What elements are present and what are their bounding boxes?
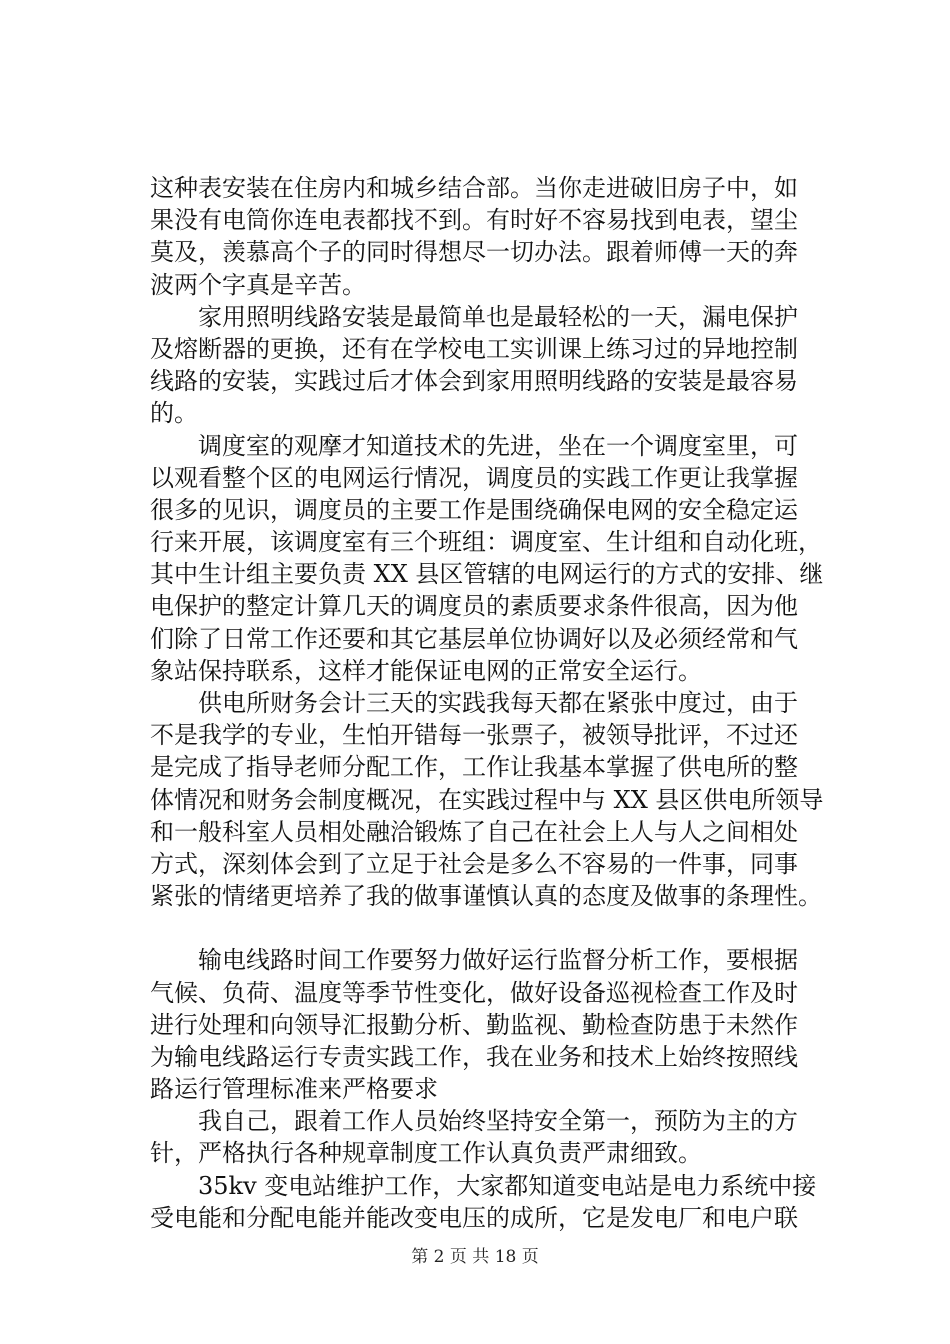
text-line: 受电能和分配电能并能改变电压的成所，它是发电厂和电户联 xyxy=(150,1203,798,1232)
text-line: 这种表安装在住房内和城乡结合部。当你走进破旧房子中，如 xyxy=(150,174,798,202)
text-line: 的。 xyxy=(150,399,198,428)
text-line: 和一般科室人员相处融洽锻炼了自己在社会上人与人之间相处 xyxy=(150,817,798,846)
text-line: 不是我学的专业，生怕开错每一张票子，被领导批评，不过还 xyxy=(150,721,798,750)
text-line: 调度室的观摩才知道技术的先进，坐在一个调度室里，可 xyxy=(150,431,798,460)
page-number-footer: 第 2 页 共 18 页 xyxy=(411,1247,539,1267)
text-line: 输电线路时间工作要努力做好运行监督分析工作，要根据 xyxy=(150,946,798,975)
text-block-a xyxy=(150,172,850,912)
text-line: 供电所财务会计三天的实践我每天都在紧张中度过，由于 xyxy=(150,689,798,717)
text-line: 进行处理和向领导汇报勤分析、勤监视、勤检查防患于未然作 xyxy=(150,1010,798,1039)
text-line: 电保护的整定计算几天的调度员的素质要求条件很高，因为他 xyxy=(150,592,798,621)
text-block-b xyxy=(150,944,850,1234)
text-line: 紧张的情绪更培养了我的做事谨慎认真的态度及做事的条理性。 xyxy=(150,882,822,911)
text-line: 果没有电筒你连电表都找不到。有时好不容易找到电表，望尘 xyxy=(150,206,798,235)
text-line: 其中生计组主要负责 XX 县区管辖的电网运行的方式的安排、继 xyxy=(150,560,824,589)
text-line: 以观看整个区的电网运行情况，调度员的实践工作更让我掌握 xyxy=(150,463,798,492)
text-line: 行来开展，该调度室有三个班组：调度室、生计组和自动化班， xyxy=(150,528,822,557)
text-line: 家用照明线路安装是最简单也是最轻松的一天，漏电保护 xyxy=(150,302,798,331)
text-line: 及熔断器的更换，还有在学校电工实训课上练习过的异地控制 xyxy=(150,334,798,363)
text-line: 35kv 变电站维护工作，大家都知道变电站是电力系统中接 xyxy=(150,1171,817,1200)
text-line: 线路的安装，实践过后才体会到家用照明线路的安装是最容易 xyxy=(150,367,798,396)
document-body xyxy=(150,172,850,1234)
text-line: 是完成了指导老师分配工作，工作让我基本掌握了供电所的整 xyxy=(150,753,798,782)
paragraph-gap xyxy=(150,912,850,944)
text-line: 波两个字真是辛苦。 xyxy=(150,270,366,299)
text-line: 方式，深刻体会到了立足于社会是多么不容易的一件事，同事 xyxy=(150,849,798,878)
text-line: 象站保持联系，这样才能保证电网的正常安全运行。 xyxy=(150,656,702,685)
text-line: 很多的见识，调度员的主要工作是围绕确保电网的安全稳定运 xyxy=(150,495,798,524)
text-line: 们除了日常工作还要和其它基层单位协调好以及必须经常和气 xyxy=(150,624,798,653)
text-line: 体情况和财务会制度概况，在实践过程中与 XX 县区供电所领导 xyxy=(150,785,824,814)
text-line: 气候、负荷、温度等季节性变化，做好设备巡视检查工作及时 xyxy=(150,978,798,1007)
text-line: 路运行管理标准来严格要求 xyxy=(150,1075,438,1104)
text-line: 我自己，跟着工作人员始终坚持安全第一，预防为主的方 xyxy=(150,1107,798,1136)
text-line: 为输电线路运行专责实践工作，我在业务和技术上始终按照线 xyxy=(150,1042,798,1071)
text-line: 莫及，羡慕高个子的同时得想尽一切办法。跟着师傅一天的奔 xyxy=(150,238,798,267)
text-line: 针，严格执行各种规章制度工作认真负责严肃细致。 xyxy=(150,1139,702,1168)
